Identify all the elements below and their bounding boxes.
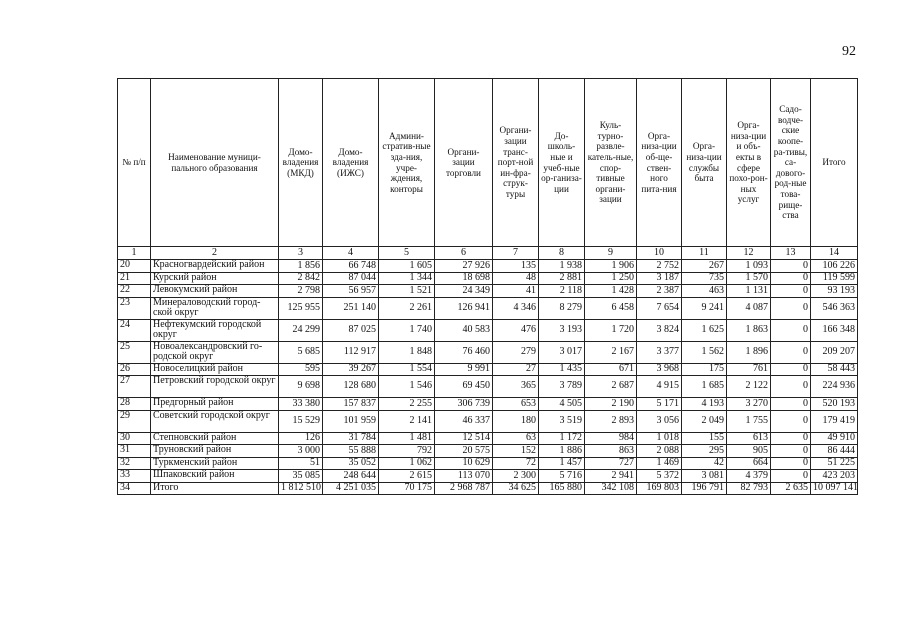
value-cell: 41 <box>493 285 539 298</box>
value-cell: 152 <box>493 445 539 458</box>
header-cell: Органи-зации транс-порт-ной ин-фра-струк-туры <box>493 79 539 247</box>
column-number: 11 <box>682 247 727 260</box>
value-cell: 3 270 <box>727 398 771 411</box>
value-cell: 0 <box>771 341 811 363</box>
value-cell: 112 917 <box>323 341 379 363</box>
value-cell: 82 793 <box>727 482 771 495</box>
value-cell: 1 938 <box>539 260 585 273</box>
column-number: 5 <box>379 247 435 260</box>
district-name-cell: Туркменский район <box>151 457 279 470</box>
district-name-cell: Новоселицкий район <box>151 363 279 376</box>
value-cell: 0 <box>771 376 811 398</box>
value-cell: 653 <box>493 398 539 411</box>
value-cell: 2 190 <box>585 398 637 411</box>
value-cell: 2 752 <box>637 260 682 273</box>
column-number: 9 <box>585 247 637 260</box>
value-cell: 279 <box>493 341 539 363</box>
row-number-cell: 29 <box>118 410 151 432</box>
header-cell: Админи-стратив-ные зда-ния, учре-ждения, конторы <box>379 79 435 247</box>
value-cell: 0 <box>771 297 811 319</box>
value-cell: 9 241 <box>682 297 727 319</box>
value-cell: 5 171 <box>637 398 682 411</box>
value-cell: 0 <box>771 319 811 341</box>
value-cell: 72 <box>493 457 539 470</box>
value-cell: 63 <box>493 432 539 445</box>
table-row <box>118 445 858 458</box>
value-cell: 8 279 <box>539 297 585 319</box>
value-cell: 9 991 <box>435 363 493 376</box>
value-cell: 423 203 <box>811 470 858 483</box>
value-cell: 1 740 <box>379 319 435 341</box>
value-cell: 664 <box>727 457 771 470</box>
value-cell: 126 <box>279 432 323 445</box>
value-cell: 3 000 <box>279 445 323 458</box>
row-number-cell: 32 <box>118 457 151 470</box>
value-cell: 58 443 <box>811 363 858 376</box>
table-row <box>118 319 858 341</box>
value-cell: 135 <box>493 260 539 273</box>
table-row <box>118 260 858 273</box>
district-name-cell: Труновский район <box>151 445 279 458</box>
value-cell: 2 941 <box>585 470 637 483</box>
table-row <box>118 297 858 319</box>
value-cell: 1 906 <box>585 260 637 273</box>
value-cell: 0 <box>771 410 811 432</box>
value-cell: 0 <box>771 363 811 376</box>
header-cell: До-школь-ные и учеб-ные ор-ганиза-ции <box>539 79 585 247</box>
value-cell: 179 419 <box>811 410 858 432</box>
value-cell: 70 175 <box>379 482 435 495</box>
value-cell: 0 <box>771 272 811 285</box>
value-cell: 1 481 <box>379 432 435 445</box>
row-number-cell: 21 <box>118 272 151 285</box>
value-cell: 4 346 <box>493 297 539 319</box>
value-cell: 165 880 <box>539 482 585 495</box>
value-cell: 2 122 <box>727 376 771 398</box>
value-cell: 224 936 <box>811 376 858 398</box>
column-number: 8 <box>539 247 585 260</box>
value-cell: 365 <box>493 376 539 398</box>
column-number: 12 <box>727 247 771 260</box>
value-cell: 2 798 <box>279 285 323 298</box>
header-cell: № п/п <box>118 79 151 247</box>
value-cell: 33 380 <box>279 398 323 411</box>
value-cell: 1 605 <box>379 260 435 273</box>
table-row <box>118 341 858 363</box>
value-cell: 166 348 <box>811 319 858 341</box>
value-cell: 2 842 <box>279 272 323 285</box>
value-cell: 34 625 <box>493 482 539 495</box>
value-cell: 2 261 <box>379 297 435 319</box>
district-name-cell: Левокумский район <box>151 285 279 298</box>
value-cell: 119 599 <box>811 272 858 285</box>
value-cell: 113 070 <box>435 470 493 483</box>
table-row <box>118 470 858 483</box>
value-cell: 3 056 <box>637 410 682 432</box>
value-cell: 155 <box>682 432 727 445</box>
value-cell: 12 514 <box>435 432 493 445</box>
header-cell: Орга-низа-ции службы быта <box>682 79 727 247</box>
row-number-cell: 27 <box>118 376 151 398</box>
row-number-cell: 28 <box>118 398 151 411</box>
table-header-row <box>118 79 858 247</box>
value-cell: 1 546 <box>379 376 435 398</box>
value-cell: 1 457 <box>539 457 585 470</box>
value-cell: 671 <box>585 363 637 376</box>
value-cell: 5 716 <box>539 470 585 483</box>
value-cell: 24 349 <box>435 285 493 298</box>
row-number-cell: 24 <box>118 319 151 341</box>
value-cell: 1 848 <box>379 341 435 363</box>
row-number-cell: 23 <box>118 297 151 319</box>
value-cell: 55 888 <box>323 445 379 458</box>
value-cell: 128 680 <box>323 376 379 398</box>
value-cell: 35 052 <box>323 457 379 470</box>
value-cell: 3 519 <box>539 410 585 432</box>
value-cell: 295 <box>682 445 727 458</box>
value-cell: 5 372 <box>637 470 682 483</box>
row-number-cell: 26 <box>118 363 151 376</box>
value-cell: 3 193 <box>539 319 585 341</box>
value-cell: 86 444 <box>811 445 858 458</box>
table-body <box>118 260 858 495</box>
row-number-cell: 25 <box>118 341 151 363</box>
district-name-cell: Предгорный район <box>151 398 279 411</box>
value-cell: 1 018 <box>637 432 682 445</box>
value-cell: 1 755 <box>727 410 771 432</box>
column-number: 2 <box>151 247 279 260</box>
value-cell: 1 344 <box>379 272 435 285</box>
value-cell: 51 225 <box>811 457 858 470</box>
row-number-cell: 22 <box>118 285 151 298</box>
district-name-cell: Минераловодский город-ской округ <box>151 297 279 319</box>
value-cell: 2 300 <box>493 470 539 483</box>
value-cell: 27 <box>493 363 539 376</box>
value-cell: 2 968 787 <box>435 482 493 495</box>
value-cell: 3 187 <box>637 272 682 285</box>
value-cell: 1 062 <box>379 457 435 470</box>
district-name-cell: Новоалександровский го-родской округ <box>151 341 279 363</box>
header-cell: Орга-низа-ции и объ-екты в сфере похо-рон-ных услуг <box>727 79 771 247</box>
value-cell: 209 207 <box>811 341 858 363</box>
value-cell: 10 629 <box>435 457 493 470</box>
header-cell: Наименование муници-пального образования <box>151 79 279 247</box>
value-cell: 69 450 <box>435 376 493 398</box>
table-row <box>118 482 858 495</box>
header-cell: Итого <box>811 79 858 247</box>
district-name-cell: Степновский район <box>151 432 279 445</box>
value-cell: 46 337 <box>435 410 493 432</box>
value-cell: 93 193 <box>811 285 858 298</box>
district-name-cell: Шпаковский район <box>151 470 279 483</box>
table-row <box>118 398 858 411</box>
row-number-cell: 31 <box>118 445 151 458</box>
value-cell: 157 837 <box>323 398 379 411</box>
header-cell: Домо-владения (МКД) <box>279 79 323 247</box>
value-cell: 595 <box>279 363 323 376</box>
district-name-cell: Красногвардейский район <box>151 260 279 273</box>
value-cell: 248 644 <box>323 470 379 483</box>
value-cell: 2 255 <box>379 398 435 411</box>
value-cell: 863 <box>585 445 637 458</box>
value-cell: 1 570 <box>727 272 771 285</box>
table-row <box>118 272 858 285</box>
district-name-cell: Курский район <box>151 272 279 285</box>
value-cell: 180 <box>493 410 539 432</box>
header-cell: Куль-турно-развле-катель-ные, спор-тивные органи-зации <box>585 79 637 247</box>
header-cell: Домо-владения (ИЖС) <box>323 79 379 247</box>
value-cell: 905 <box>727 445 771 458</box>
row-number-cell: 20 <box>118 260 151 273</box>
value-cell: 0 <box>771 457 811 470</box>
value-cell: 6 458 <box>585 297 637 319</box>
value-cell: 1 720 <box>585 319 637 341</box>
value-cell: 126 941 <box>435 297 493 319</box>
value-cell: 9 698 <box>279 376 323 398</box>
value-cell: 727 <box>585 457 637 470</box>
value-cell: 15 529 <box>279 410 323 432</box>
column-number: 1 <box>118 247 151 260</box>
value-cell: 196 791 <box>682 482 727 495</box>
value-cell: 0 <box>771 398 811 411</box>
value-cell: 2 118 <box>539 285 585 298</box>
value-cell: 1 554 <box>379 363 435 376</box>
column-number: 13 <box>771 247 811 260</box>
value-cell: 4 193 <box>682 398 727 411</box>
value-cell: 76 460 <box>435 341 493 363</box>
page-number: 92 <box>842 44 856 59</box>
table-row <box>118 410 858 432</box>
value-cell: 31 784 <box>323 432 379 445</box>
value-cell: 24 299 <box>279 319 323 341</box>
value-cell: 35 085 <box>279 470 323 483</box>
value-cell: 56 957 <box>323 285 379 298</box>
value-cell: 5 685 <box>279 341 323 363</box>
value-cell: 1 250 <box>585 272 637 285</box>
value-cell: 306 739 <box>435 398 493 411</box>
value-cell: 4 379 <box>727 470 771 483</box>
value-cell: 0 <box>771 432 811 445</box>
value-cell: 1 625 <box>682 319 727 341</box>
value-cell: 0 <box>771 470 811 483</box>
value-cell: 792 <box>379 445 435 458</box>
value-cell: 3 081 <box>682 470 727 483</box>
value-cell: 49 910 <box>811 432 858 445</box>
value-cell: 2 687 <box>585 376 637 398</box>
value-cell: 87 044 <box>323 272 379 285</box>
value-cell: 984 <box>585 432 637 445</box>
value-cell: 1 435 <box>539 363 585 376</box>
value-cell: 48 <box>493 272 539 285</box>
value-cell: 735 <box>682 272 727 285</box>
value-cell: 27 926 <box>435 260 493 273</box>
value-cell: 3 824 <box>637 319 682 341</box>
header-cell: Органи-зации торговли <box>435 79 493 247</box>
value-cell: 2 893 <box>585 410 637 432</box>
value-cell: 1 469 <box>637 457 682 470</box>
value-cell: 3 377 <box>637 341 682 363</box>
row-number-cell: 33 <box>118 470 151 483</box>
value-cell: 125 955 <box>279 297 323 319</box>
value-cell: 20 575 <box>435 445 493 458</box>
district-statistics-table <box>117 78 858 495</box>
value-cell: 251 140 <box>323 297 379 319</box>
column-number: 3 <box>279 247 323 260</box>
table-row <box>118 363 858 376</box>
column-number-row <box>118 247 858 260</box>
value-cell: 2 167 <box>585 341 637 363</box>
value-cell: 42 <box>682 457 727 470</box>
value-cell: 2 881 <box>539 272 585 285</box>
row-number-cell: 30 <box>118 432 151 445</box>
district-name-cell: Итого <box>151 482 279 495</box>
header-cell: Садо-водче-ские коопе-ра-тивы, са-дового-род-ные това-рище-ства <box>771 79 811 247</box>
column-number: 6 <box>435 247 493 260</box>
district-name-cell: Нефтекумский городской округ <box>151 319 279 341</box>
value-cell: 546 363 <box>811 297 858 319</box>
value-cell: 1 812 510 <box>279 482 323 495</box>
value-cell: 66 748 <box>323 260 379 273</box>
value-cell: 2 635 <box>771 482 811 495</box>
value-cell: 1 562 <box>682 341 727 363</box>
value-cell: 3 968 <box>637 363 682 376</box>
header-cell: Орга-низа-ции об-ще-ствен-ного пита-ния <box>637 79 682 247</box>
value-cell: 267 <box>682 260 727 273</box>
value-cell: 4 087 <box>727 297 771 319</box>
value-cell: 1 521 <box>379 285 435 298</box>
value-cell: 4 505 <box>539 398 585 411</box>
value-cell: 2 049 <box>682 410 727 432</box>
value-cell: 4 915 <box>637 376 682 398</box>
value-cell: 1 863 <box>727 319 771 341</box>
row-number-cell: 34 <box>118 482 151 495</box>
column-number: 14 <box>811 247 858 260</box>
value-cell: 613 <box>727 432 771 445</box>
value-cell: 1 886 <box>539 445 585 458</box>
column-number: 10 <box>637 247 682 260</box>
value-cell: 7 654 <box>637 297 682 319</box>
value-cell: 51 <box>279 457 323 470</box>
value-cell: 169 803 <box>637 482 682 495</box>
column-number: 7 <box>493 247 539 260</box>
value-cell: 1 131 <box>727 285 771 298</box>
district-name-cell: Петровский городской округ <box>151 376 279 398</box>
value-cell: 175 <box>682 363 727 376</box>
value-cell: 463 <box>682 285 727 298</box>
value-cell: 520 193 <box>811 398 858 411</box>
value-cell: 0 <box>771 285 811 298</box>
table-row <box>118 285 858 298</box>
value-cell: 1 896 <box>727 341 771 363</box>
value-cell: 1 856 <box>279 260 323 273</box>
table-row <box>118 457 858 470</box>
value-cell: 106 226 <box>811 260 858 273</box>
district-name-cell: Советский городской округ <box>151 410 279 432</box>
value-cell: 40 583 <box>435 319 493 341</box>
value-cell: 4 251 035 <box>323 482 379 495</box>
value-cell: 1 428 <box>585 285 637 298</box>
value-cell: 2 387 <box>637 285 682 298</box>
value-cell: 2 615 <box>379 470 435 483</box>
value-cell: 87 025 <box>323 319 379 341</box>
value-cell: 0 <box>771 260 811 273</box>
value-cell: 342 108 <box>585 482 637 495</box>
value-cell: 0 <box>771 445 811 458</box>
value-cell: 39 267 <box>323 363 379 376</box>
value-cell: 3 789 <box>539 376 585 398</box>
value-cell: 10 097 141 <box>811 482 858 495</box>
table-row <box>118 376 858 398</box>
value-cell: 1 172 <box>539 432 585 445</box>
value-cell: 476 <box>493 319 539 341</box>
column-number: 4 <box>323 247 379 260</box>
value-cell: 2 088 <box>637 445 682 458</box>
value-cell: 3 017 <box>539 341 585 363</box>
value-cell: 761 <box>727 363 771 376</box>
value-cell: 101 959 <box>323 410 379 432</box>
value-cell: 1 093 <box>727 260 771 273</box>
value-cell: 1 685 <box>682 376 727 398</box>
table-row <box>118 432 858 445</box>
value-cell: 18 698 <box>435 272 493 285</box>
value-cell: 2 141 <box>379 410 435 432</box>
